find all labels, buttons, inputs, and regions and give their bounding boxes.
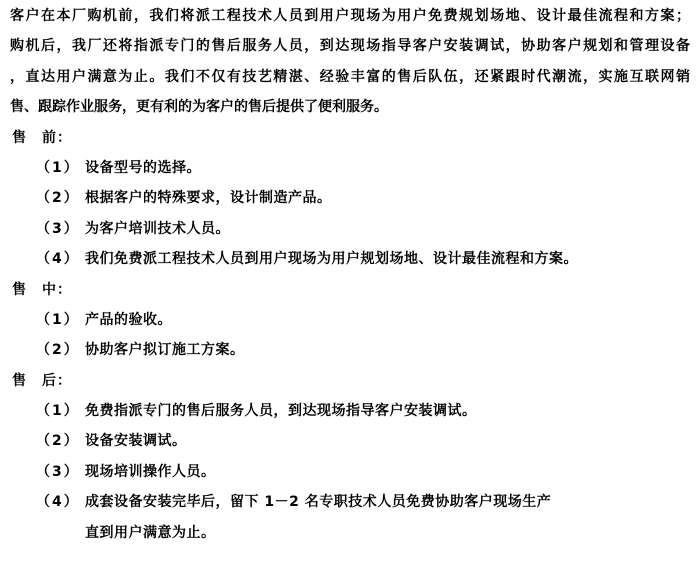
item-number: （4） — [36, 251, 80, 268]
list-item — [0, 153, 698, 183]
paragraph-line: ，直达用户满意为止。我们不仅有技艺精湛、经验丰富的售后队伍，还紧跟时代潮流，实施互联网销 — [10, 68, 690, 85]
paragraph-line: 售、跟踪作业服务，更有利的为客户的售后提供了便利服务。 — [10, 99, 388, 116]
list-item — [0, 487, 698, 517]
item-number: （3） — [36, 220, 80, 237]
item-text: 根据客户的特殊要求，设计制造产品。 — [85, 190, 332, 207]
list-item — [0, 183, 698, 213]
item-number: （1） — [36, 403, 80, 420]
item-number: （3） — [36, 463, 80, 480]
item-number: （2） — [36, 433, 80, 450]
section-heading: 售 前： — [12, 129, 72, 146]
intro-paragraph — [0, 1, 698, 123]
item-number: （2） — [36, 342, 80, 359]
item-number: （2） — [36, 190, 80, 207]
section-heading: 售 后： — [12, 372, 72, 389]
item-text: 设备安装调试。 — [85, 433, 187, 450]
item-text: 协助客户拟订施工方案。 — [85, 342, 245, 359]
item-number: （1） — [36, 311, 80, 328]
list-item — [0, 305, 698, 335]
section-heading: 售 中： — [12, 281, 72, 298]
paragraph-line: 客户在本厂购机前，我们将派工程技术人员到用户现场为用户免费规划场地、设计最佳流程和方案； — [10, 8, 690, 24]
list-item — [0, 214, 698, 244]
list-item — [0, 426, 698, 456]
item-number: （4） — [36, 494, 80, 511]
list-item — [0, 396, 698, 426]
item-number: （1） — [36, 159, 80, 176]
section-pre-sale — [0, 123, 698, 275]
item-text: 产品的验收。 — [85, 311, 172, 328]
item-text: 为客户培训技术人员。 — [85, 220, 230, 237]
item-text: 成套设备安装完毕后，留下 1－2 名专职技术人员免费协助客户现场生产 — [85, 494, 552, 511]
list-item — [0, 335, 698, 365]
item-continuation: 直到用户满意为止。 — [85, 524, 216, 541]
paragraph-line: 购机后，我厂还将指派专门的售后服务人员，到达现场指导客户安装调试，协助客户规划和管理设备 — [10, 38, 690, 55]
section-mid-sale — [0, 275, 698, 366]
item-text: 我们免费派工程技术人员到用户现场为用户规划场地、设计最佳流程和方案。 — [85, 251, 578, 268]
list-item — [0, 457, 698, 487]
item-text: 现场培训操作人员。 — [85, 463, 216, 480]
section-after-sale — [0, 366, 698, 548]
item-text: 免费指派专门的售后服务人员，到达现场指导客户安装调试。 — [85, 403, 477, 420]
item-text: 设备型号的选择。 — [85, 159, 201, 176]
list-item — [0, 244, 698, 274]
